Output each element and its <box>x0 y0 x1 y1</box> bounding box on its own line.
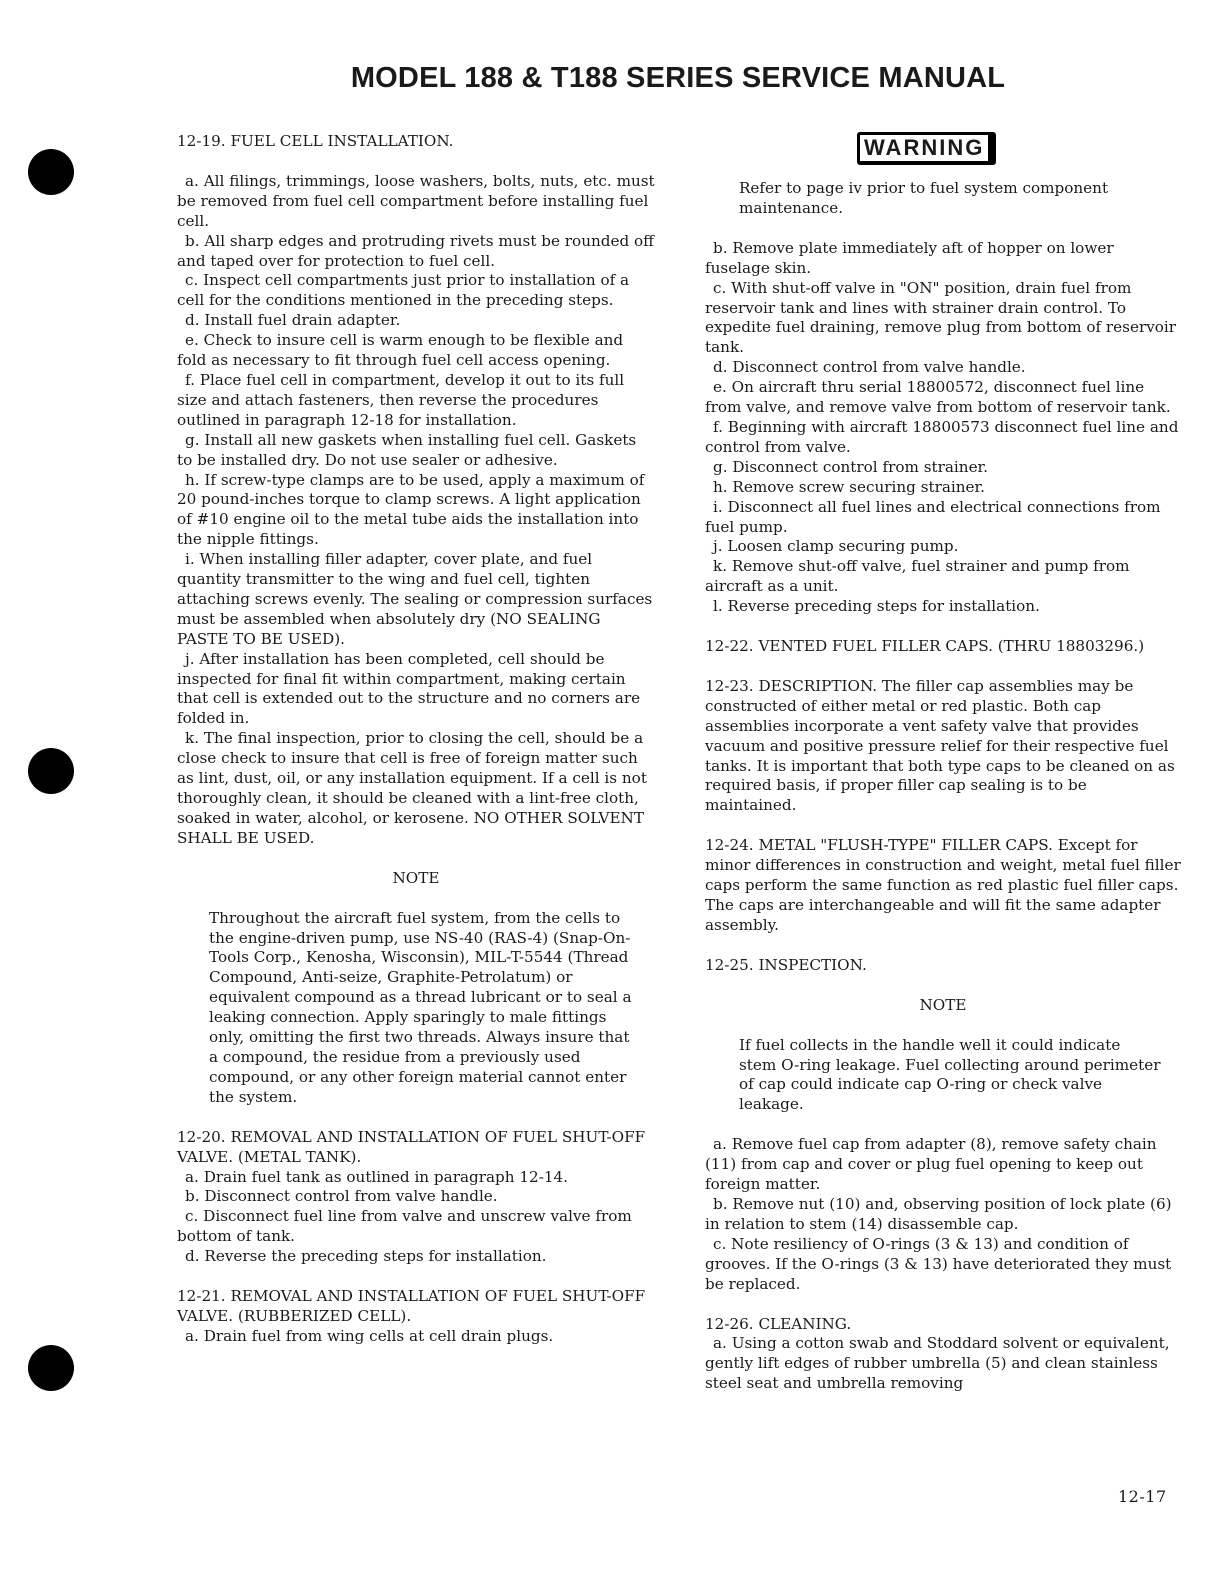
section-heading-12-25: 12-25. INSPECTION. <box>705 955 867 974</box>
section-heading-12-20: 12-20. REMOVAL AND INSTALLATION OF FUEL SHUT-OFF VALVE. (METAL TANK). <box>177 1127 646 1166</box>
step: k. Remove shut-off valve, fuel strainer and pump from aircraft as a unit. <box>705 557 1130 596</box>
section-12-24: 12-24. METAL "FLUSH-TYPE" FILLER CAPS. Except for minor differences in construction and weight, metal fuel filler caps perform the same function as red plastic fuel filler caps. The caps are interchangeable and will fit the same adapter assembly. <box>705 836 1181 934</box>
binder-hole <box>28 748 74 794</box>
step: a. Drain fuel tank as outlined in paragraph 12-14. <box>185 1167 568 1186</box>
step: e. Check to insure cell is warm enough to be flexible and fold as necessary to fit through fuel cell access opening. <box>177 331 624 370</box>
step: k. The final inspection, prior to closing the cell, should be a close check to insure that cell is free of foreign matter such as lint, dust, oil, or any installation equipment. If a cell is not thoroughly clean, it should be cleaned with a lint-free cloth, soaked in water, alcohol, or kerosene. NO OTHER SOLVENT SHALL BE USED. <box>177 729 647 847</box>
step: c. Disconnect fuel line from valve and unscrew valve from bottom of tank. <box>177 1207 632 1246</box>
binder-hole <box>28 149 74 195</box>
note-label: NOTE <box>392 868 440 887</box>
step: b. Remove plate immediately aft of hopper on lower fuselage skin. <box>705 238 1114 277</box>
step: h. Remove screw securing strainer. <box>713 477 985 496</box>
step: d. Install fuel drain adapter. <box>185 311 401 330</box>
left-column <box>177 132 655 1347</box>
step: d. Disconnect control from valve handle. <box>713 358 1026 377</box>
page-title: MODEL 188 & T188 SERIES SERVICE MANUAL <box>350 62 1006 94</box>
step: f. Place fuel cell in compartment, develop it out to its full size and attach fasteners, then reverse the procedures outlined in paragraph 12-18 for installation. <box>177 370 625 429</box>
step: h. If screw-type clamps are to be used, apply a maximum of 20 pound-inches torque to clamp screws. A light application of #10 engine oil to the metal tube aids the installation into the nipple fittings. <box>177 470 645 549</box>
step: a. All filings, trimmings, loose washers, bolts, nuts, etc. must be removed from fuel cell compartment before installing fuel cell. <box>177 171 655 230</box>
step: c. Inspect cell compartments just prior to installation of a cell for the conditions mentioned in the preceding steps. <box>177 271 630 310</box>
step: d. Reverse the preceding steps for installation. <box>185 1247 547 1266</box>
step: a. Using a cotton swab and Stoddard solvent or equivalent, gently lift edges of rubber umbrella (5) and clean stainless steel seat and umbrella removing <box>705 1334 1170 1393</box>
section-heading-12-22: 12-22. VENTED FUEL FILLER CAPS. (THRU 18803296.) <box>705 637 1145 656</box>
warning-label: WARNING <box>857 132 996 165</box>
step: g. Disconnect control from strainer. <box>713 457 988 476</box>
warning-box <box>705 132 1181 165</box>
step: b. All sharp edges and protruding rivets must be rounded off and taped over for protection to fuel cell. <box>177 231 654 270</box>
step: c. With shut-off valve in "ON" position, drain fuel from reservoir tank and lines with strainer drain control. To expedite fuel draining, remove plug from bottom of reservoir tank. <box>705 278 1177 357</box>
binder-hole <box>28 1345 74 1391</box>
page-number: 12-17 <box>1118 1487 1167 1506</box>
step: l. Reverse preceding steps for installation. <box>713 597 1040 616</box>
step: b. Remove nut (10) and, observing position of lock plate (6) in relation to stem (14) disassemble cap. <box>705 1194 1172 1233</box>
right-column <box>705 132 1181 1394</box>
step: b. Disconnect control from valve handle. <box>185 1187 498 1206</box>
section-heading-12-21: 12-21. REMOVAL AND INSTALLATION OF FUEL SHUT-OFF VALVE. (RUBBERIZED CELL). <box>177 1287 646 1325</box>
note-label: NOTE <box>919 995 967 1014</box>
step: e. On aircraft thru serial 18800572, disconnect fuel line from valve, and remove valve from bottom of reservoir tank. <box>705 378 1171 417</box>
step: j. After installation has been completed, cell should be inspected for final fit within compartment, making certain that cell is extended out to the structure and no corners are folded in. <box>177 649 641 728</box>
note-text: Throughout the aircraft fuel system, from the cells to the engine-driven pump, use NS-40 (RAS-4) (Snap-On-Tools Corp., Kenosha, Wisconsin), MIL-T-5544 (Thread Compound, Anti-seize, Graphite-Petrolatum) or equivalent compound as a thread lubricant or to seal a leaking connection. Apply sparingly to male fittings only, omitting the first two threads. Always insure that a compound, the residue from a previously used compound, or any other foreign material cannot enter the system. <box>209 908 632 1106</box>
step: c. Note resiliency of O-rings (3 & 13) and condition of grooves. If the O-rings (3 & 13) have deteriorated they must be replaced. <box>705 1234 1172 1293</box>
step: f. Beginning with aircraft 18800573 disconnect fuel line and control from valve. <box>705 417 1179 456</box>
step: j. Loosen clamp securing pump. <box>713 537 959 556</box>
step: a. Drain fuel from wing cells at cell drain plugs. <box>185 1326 554 1345</box>
section-heading-12-26: 12-26. CLEANING. <box>705 1314 852 1333</box>
section-heading-12-19: 12-19. FUEL CELL INSTALLATION. <box>177 132 454 150</box>
step: i. Disconnect all fuel lines and electrical connections from fuel pump. <box>705 497 1161 536</box>
section-12-23: 12-23. DESCRIPTION. The filler cap assemblies may be constructed of either metal or red plastic. Both cap assemblies incorporate a vent safety valve that provides vacuum and positive pressure relief for their respective fuel tanks. It is important that both type caps to be cleaned on as required basis, if proper filler cap sealing is to be maintained. <box>705 676 1175 815</box>
step: a. Remove fuel cap from adapter (8), remove safety chain (11) from cap and cover or plug fuel opening to keep out foreign matter. <box>705 1135 1157 1194</box>
note-text: If fuel collects in the handle well it could indicate stem O-ring leakage. Fuel collecting around perimeter of cap could indicate cap O-ring or check valve leakage. <box>739 1035 1161 1114</box>
step: i. When installing filler adapter, cover plate, and fuel quantity transmitter to the wing and fuel cell, tighten attaching screws evenly. The sealing or compression surfaces must be assembled when absolutely dry (NO SEALING PASTE TO BE USED). <box>177 550 653 648</box>
step: g. Install all new gaskets when installing fuel cell. Gaskets to be installed dry. Do not use sealer or adhesive. <box>177 430 637 469</box>
warning-text: Refer to page iv prior to fuel system component maintenance. <box>739 179 1109 217</box>
